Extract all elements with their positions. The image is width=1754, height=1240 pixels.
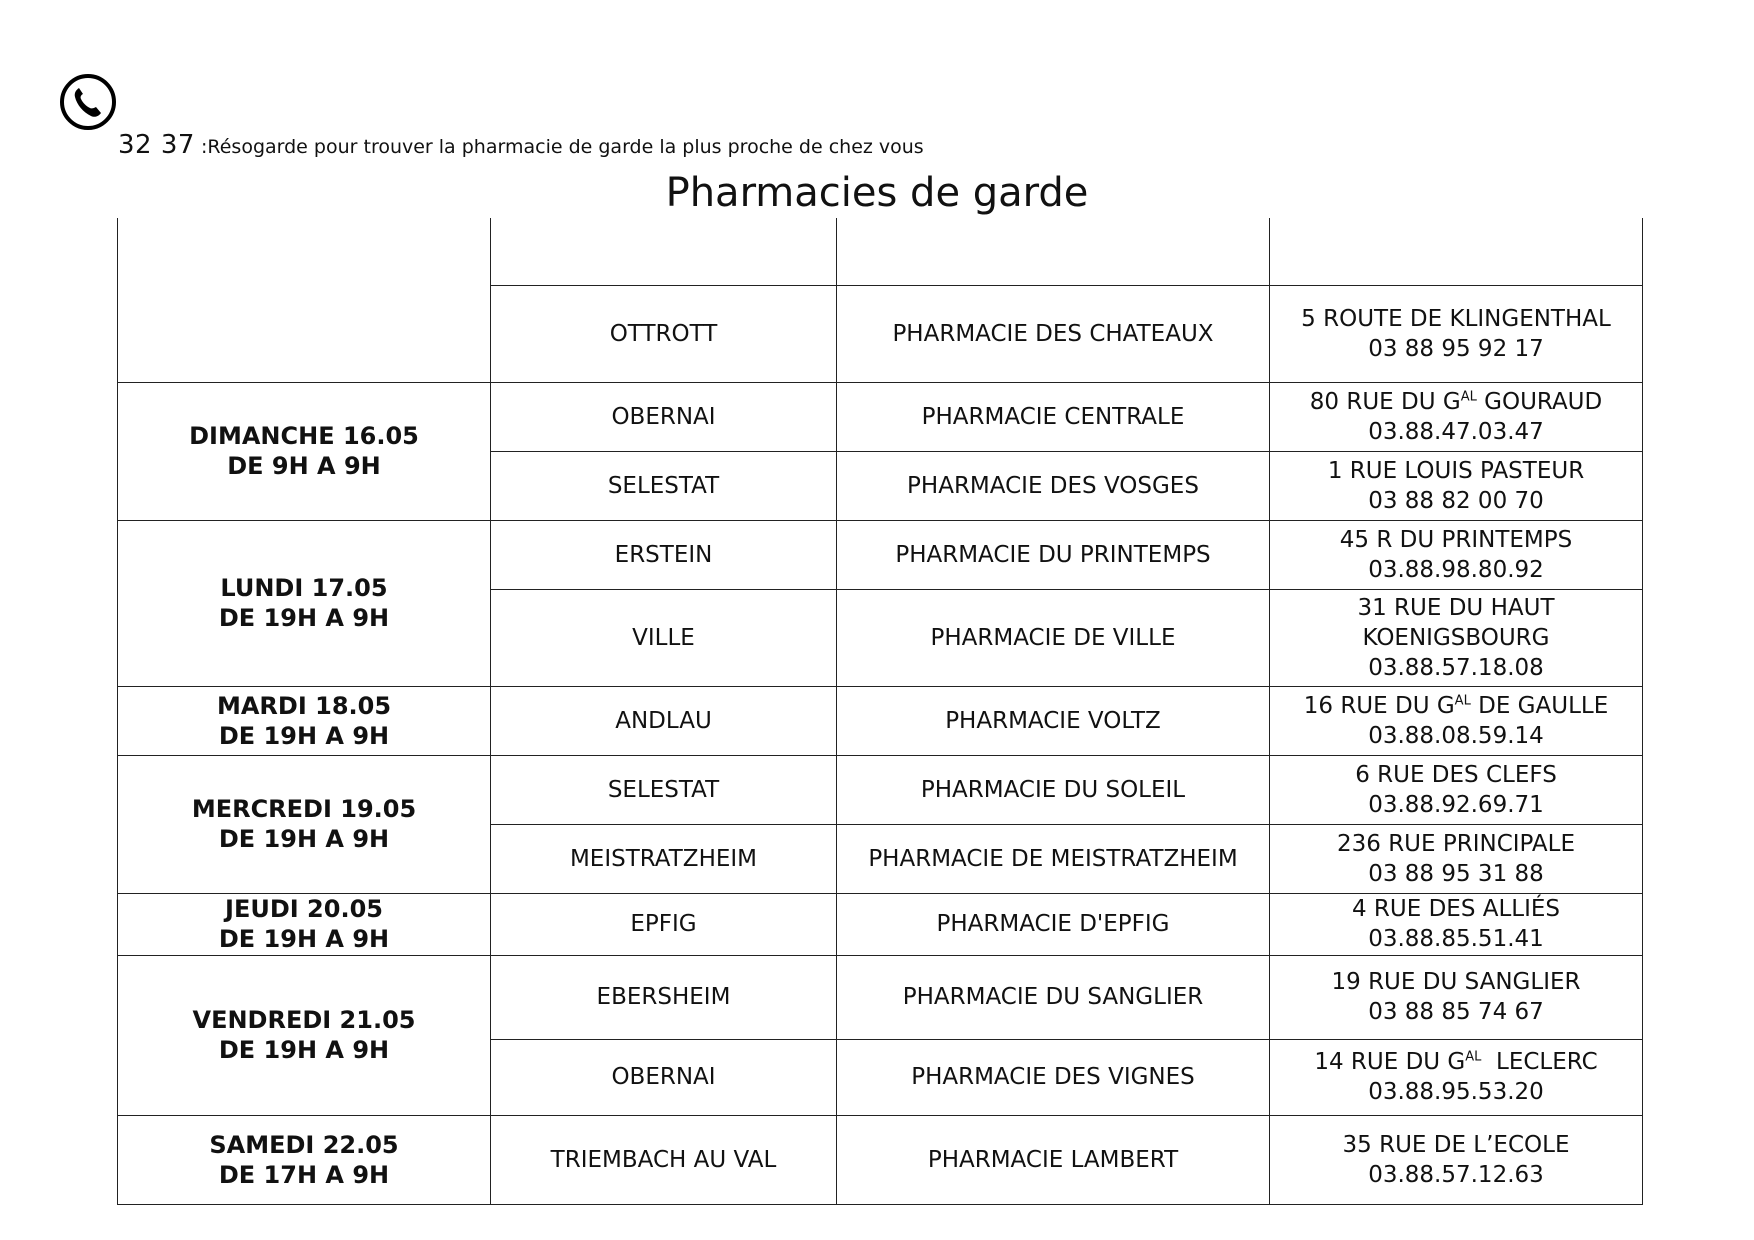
city-cell: TRIEMBACH AU VAL	[491, 1115, 837, 1204]
address-line: 14 RUE DU $G^{AL}$ LECLERC	[1314, 1049, 1598, 1075]
page-title: Pharmacies de garde	[665, 170, 1089, 216]
hours-label: DE 19H A 9H	[218, 825, 390, 853]
address-line: 19 RUE DU SANGLIER	[1331, 969, 1581, 995]
pharmacy-cell: PHARMACIE DE MEISTRATZHEIM	[837, 824, 1270, 893]
address-line: 4 RUE DES ALLIÉS	[1351, 896, 1561, 922]
address-cell	[1270, 893, 1643, 955]
address-cell	[1270, 382, 1643, 451]
hours-label: DE 19H A 9H	[218, 721, 390, 750]
table-row	[118, 893, 1643, 955]
city-cell: OTTROTT	[491, 285, 837, 382]
address-line: 236 RUE PRINCIPALE	[1336, 830, 1576, 857]
city-cell: VILLE	[491, 589, 837, 686]
phone-number: 03.88.08.59.14	[1368, 722, 1544, 749]
phone-number: 03 88 95 31 88	[1368, 860, 1544, 887]
phone-number: 03.88.98.80.92	[1368, 556, 1544, 583]
table-row	[118, 755, 1643, 824]
pharmacy-cell: PHARMACIE VOLTZ	[837, 686, 1270, 755]
address-line: 80 RUE DU $G^{AL}$ GOURAUD	[1309, 388, 1603, 415]
pharmacy-cell: PHARMACIE DES VOSGES	[837, 451, 1270, 520]
hours-label: DE 19H A 9H	[218, 1036, 390, 1064]
city-cell: EPFIG	[491, 893, 837, 955]
phone-number: 03 88 85 74 67	[1368, 999, 1544, 1025]
table-row	[118, 1115, 1643, 1204]
pharmacy-cell: PHARMACIE DU SANGLIER	[837, 955, 1270, 1039]
pharmacy-cell: PHARMACIE LAMBERT	[837, 1115, 1270, 1204]
city-cell: ANDLAU	[491, 686, 837, 755]
pharmacy-cell: PHARMACIE D'EPFIG	[837, 893, 1270, 955]
table-row	[118, 520, 1643, 589]
address-cell	[1270, 955, 1643, 1039]
day-label: VENDREDI 21.05	[192, 1006, 416, 1034]
day-label: DIMANCHE 16.05	[189, 422, 419, 450]
address-cell	[1270, 686, 1643, 755]
address-line: 16 RUE DU $G^{AL}$ DE GAULLE	[1303, 692, 1609, 719]
city-cell: OBERNAI	[491, 382, 837, 451]
phone-number: 03 88 82 00 70	[1368, 487, 1544, 514]
address-line: 31 RUE DU HAUT	[1357, 594, 1555, 621]
city-cell	[491, 218, 837, 285]
phone-number: 03.88.92.69.71	[1368, 791, 1544, 818]
address-line: 5 ROUTE DE KLINGENTHAL	[1301, 305, 1611, 332]
address-line: 6 RUE DES CLEFS	[1355, 761, 1557, 788]
schedule-table	[117, 218, 1643, 1205]
address-line: 45 R DU PRINTEMPS	[1339, 526, 1573, 553]
phone-number: 03 88 95 92 17	[1368, 335, 1544, 362]
city-cell: MEISTRATZHEIM	[491, 824, 837, 893]
address-line: 1 RUE LOUIS PASTEUR	[1327, 457, 1585, 484]
address-cell	[1270, 1039, 1643, 1115]
day-cell-empty	[118, 218, 491, 382]
phone-number: 03.88.47.03.47	[1368, 418, 1544, 445]
hotline-number: 32 37	[118, 130, 195, 160]
day-cell	[118, 1115, 491, 1204]
day-cell	[118, 382, 491, 520]
city-cell: SELESTAT	[491, 755, 837, 824]
address-superscript: AL	[1454, 692, 1471, 708]
phone-number: 03.88.57.12.63	[1368, 1161, 1544, 1188]
pharmacy-cell: PHARMACIE DE VILLE	[837, 589, 1270, 686]
address-cell	[1270, 1115, 1643, 1204]
city-cell: ERSTEIN	[491, 520, 837, 589]
table-row	[118, 686, 1643, 755]
pharmacy-cell: PHARMACIE DES VIGNES	[837, 1039, 1270, 1115]
city-cell: SELESTAT	[491, 451, 837, 520]
address-superscript: AL	[1465, 1049, 1482, 1065]
day-cell	[118, 955, 491, 1115]
address-cell	[1270, 755, 1643, 824]
address-cell	[1270, 520, 1643, 589]
phone-number: 03.88.57.18.08	[1368, 654, 1544, 681]
address-superscript: AL	[1460, 388, 1477, 404]
address-cell	[1270, 824, 1643, 893]
address-cell	[1270, 589, 1643, 686]
hours-label: DE 19H A 9H	[218, 925, 390, 953]
hours-label: DE 17H A 9H	[218, 1160, 390, 1189]
address-cell	[1270, 285, 1643, 382]
hours-label: DE 19H A 9H	[218, 604, 390, 632]
city-cell: OBERNAI	[491, 1039, 837, 1115]
address-line: 35 RUE DE L’ECOLE	[1342, 1131, 1570, 1158]
pharmacy-cell: PHARMACIE DU PRINTEMPS	[837, 520, 1270, 589]
pharmacy-cell: PHARMACIE CENTRALE	[837, 382, 1270, 451]
hours-label: DE 9H A 9H	[227, 452, 381, 480]
hotline-line	[118, 130, 924, 160]
pharmacy-cell: PHARMACIE DES CHATEAUX	[837, 285, 1270, 382]
hotline-text: :Résogarde pour trouver la pharmacie de garde la plus proche de chez vous	[194, 136, 924, 158]
day-cell	[118, 520, 491, 686]
phone-number: 03.88.85.51.41	[1368, 926, 1544, 952]
pharmacy-cell	[837, 218, 1270, 285]
day-cell	[118, 755, 491, 893]
day-label: MERCREDI 19.05	[191, 795, 417, 823]
address-line-2: KOENIGSBOURG	[1362, 624, 1550, 651]
table-row	[118, 218, 1643, 285]
table-row	[118, 955, 1643, 1039]
table-row	[118, 382, 1643, 451]
day-label: SAMEDI 22.05	[209, 1130, 399, 1159]
city-cell: EBERSHEIM	[491, 955, 837, 1039]
day-cell	[118, 893, 491, 955]
day-cell	[118, 686, 491, 755]
day-label: LUNDI 17.05	[220, 574, 388, 602]
phone-number: 03.88.95.53.20	[1368, 1079, 1544, 1105]
pharmacy-cell: PHARMACIE DU SOLEIL	[837, 755, 1270, 824]
day-label: JEUDI 20.05	[225, 895, 383, 923]
day-label: MARDI 18.05	[216, 691, 392, 720]
address-cell	[1270, 451, 1643, 520]
address-cell	[1270, 218, 1643, 285]
phone-icon	[58, 72, 118, 132]
